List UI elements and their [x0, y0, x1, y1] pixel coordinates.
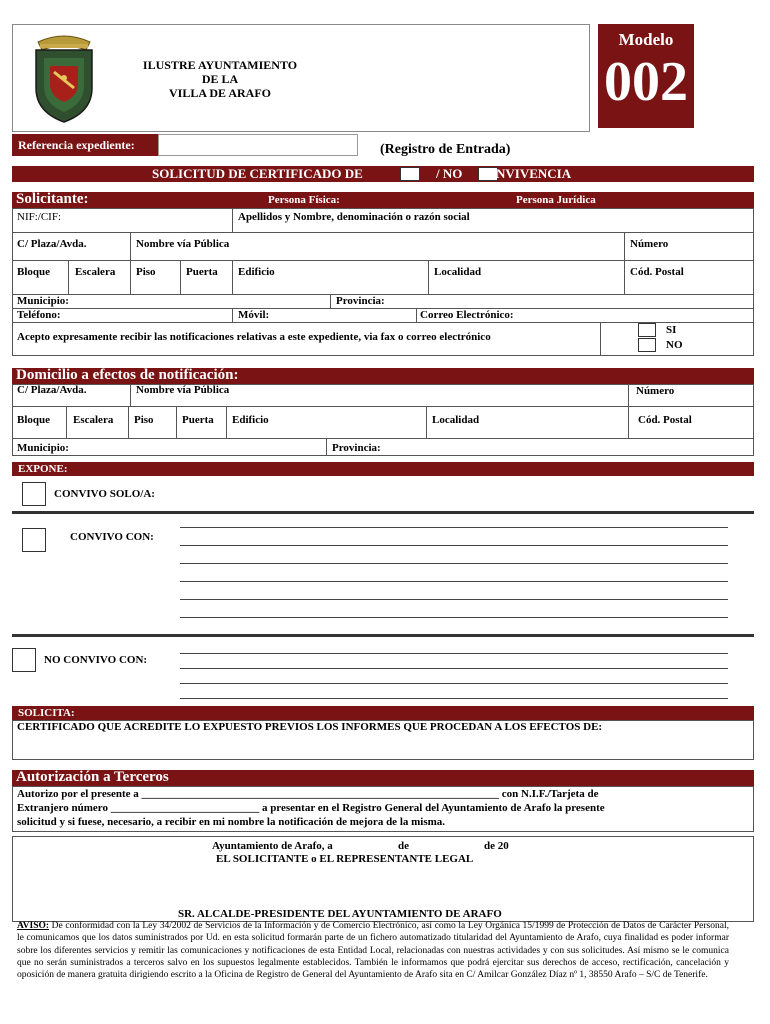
no-convivo-line-2[interactable] — [180, 668, 728, 669]
acepto-si-checkbox[interactable] — [638, 323, 656, 337]
numero-label: Número — [630, 238, 669, 250]
autorizacion-line1: Autorizo por el presente a _________________________________________________________________ con N.I.F./Tarjeta de — [17, 788, 599, 800]
convivo-con-line-1[interactable] — [180, 527, 728, 528]
dom-provincia-label: Provincia: — [332, 442, 381, 454]
dom-edificio-label: Edificio — [232, 414, 269, 426]
cod-postal-label: Cód. Postal — [630, 266, 684, 278]
registro-entrada: (Registro de Entrada) — [380, 142, 511, 157]
plaza-label: C/ Plaza/Avda. — [17, 238, 87, 250]
autorizacion-line3: solicitud y si fuese, necesario, a recibir en mi nombre la notificación de mejora de la misma. — [17, 816, 446, 828]
no-convivo-line-1[interactable] — [180, 653, 728, 654]
convivencia-checkbox[interactable] — [400, 167, 420, 181]
convivo-con-line-6[interactable] — [180, 617, 728, 618]
convivo-solo-label: CONVIVO SOLO/A: — [54, 488, 155, 500]
dom-numero-label: Número — [636, 385, 675, 397]
bloque-label: Bloque — [17, 266, 51, 278]
firma-solicitante: EL SOLICITANTE o EL REPRESENTANTE LEGAL — [216, 853, 474, 865]
solicita-bar: SOLICITA: — [12, 706, 754, 720]
coat-of-arms-logo — [30, 28, 98, 124]
persona-fisica-label: Persona Física: — [268, 194, 340, 206]
no-convivo-line-3[interactable] — [180, 683, 728, 684]
title-right: NVIVENCIA — [496, 166, 572, 181]
convivo-con-line-3[interactable] — [180, 563, 728, 564]
firma-lugar: Ayuntamiento de Arafo, a — [212, 840, 333, 852]
firma-de20: de 20 — [484, 840, 509, 852]
section-divider — [12, 511, 754, 514]
modelo-label: Modelo — [618, 30, 674, 49]
form-title-bar — [12, 166, 754, 182]
org-line2: DE LA — [201, 72, 239, 86]
nif-label: NIF:/CIF: — [17, 211, 62, 223]
persona-juridica-label: Persona Jurídica — [516, 194, 596, 206]
autorizacion-title: Autorización a Terceros — [16, 769, 169, 785]
firma-alcalde: SR. ALCALDE-PRESIDENTE DEL AYUNTAMIENTO DE ARAFO — [178, 908, 502, 920]
org-line3: VILLA DE ARAFO — [168, 86, 272, 100]
expone-bar: EXPONE: — [12, 462, 754, 476]
aviso-text — [17, 920, 729, 981]
convivo-solo-checkbox[interactable] — [22, 482, 46, 506]
referencia-field[interactable] — [158, 134, 358, 156]
aviso-body: De conformidad con la Ley 34/2002 de Servicios de la Información y de Comercio Electrónico, así como la Ley Orgánica 15/1999 de Protección de Datos de Carácter Personal, le comunicamos que los datos suministrados por Ud. en esta solicitud formarán parte de un fichero automatizado titularidad del Ayuntamiento de Arafo, cuya finalidad es poder informar sobre los diferentes servicios y remitir las comunicaciones y notificaciones de esta Entidad Local, relacionadas con nuestras actividades y con sus solicitudes. Así mismo se le comunica que no serán suministrados a terceros salvo en los supuestos legalmente establecidos. También le informamos que podrá ejercitar sus derechos de acceso, rectificación, cancelación y oposición de manera gratuita dirigiendo escrito a la Oficina de Registro de General del Ayuntamiento de Arafo sita en C/ Amilcar González Díaz nº 1, 38550 Arafo – S/C de Tenerife. — [17, 921, 729, 981]
convivo-con-line-2[interactable] — [180, 545, 728, 546]
domicilio-title: Domicilio a efectos de notificación: — [16, 367, 239, 383]
solicitante-title: Solicitante: — [16, 191, 89, 207]
municipio-label: Municipio: — [17, 295, 69, 307]
via-label: Nombre vía Pública — [136, 238, 230, 250]
solicita-text: CERTIFICADO QUE ACREDITE LO EXPUESTO PREVIOS LOS INFORMES QUE PROCEDAN A LOS EFECTOS DE: — [17, 721, 603, 733]
referencia-label: Referencia expediente: — [12, 134, 158, 156]
dom-piso-label: Piso — [134, 414, 154, 426]
title-left: SOLICITUD DE CERTIFICADO DE — [152, 166, 363, 181]
provincia-label: Provincia: — [336, 295, 385, 307]
title-mid: / NO — [436, 166, 463, 181]
convivo-con-checkbox[interactable] — [22, 528, 46, 552]
firma-de1: de — [398, 840, 409, 852]
solicitante-bar — [12, 192, 754, 208]
dom-cod-postal-label: Cód. Postal — [638, 414, 692, 426]
no-convivo-con-label: NO CONVIVO CON: — [44, 654, 148, 666]
dom-plaza-label: C/ Plaza/Avda. — [17, 384, 87, 396]
apellidos-label: Apellidos y Nombre, denominación o razón social — [238, 211, 470, 223]
dom-escalera-label: Escalera — [73, 414, 114, 426]
no-label: NO — [666, 339, 683, 351]
telefono-label: Teléfono: — [17, 309, 61, 321]
localidad-label: Localidad — [434, 266, 482, 278]
org-line1: ILUSTRE AYUNTAMIENTO — [142, 58, 298, 72]
convivo-con-line-5[interactable] — [180, 599, 728, 600]
dom-municipio-label: Municipio: — [17, 442, 69, 454]
aviso-label: AVISO: — [17, 921, 50, 931]
no-convivo-line-4[interactable] — [180, 698, 728, 699]
dom-via-label: Nombre vía Pública — [136, 384, 230, 396]
no-convivo-con-checkbox[interactable] — [12, 648, 36, 672]
escalera-label: Escalera — [75, 266, 116, 278]
correo-label: Correo Electrónico: — [420, 309, 514, 321]
convivo-con-label: CONVIVO CON: — [70, 531, 154, 543]
dom-bloque-label: Bloque — [17, 414, 51, 426]
acepto-no-checkbox[interactable] — [638, 338, 656, 352]
dom-puerta-label: Puerta — [182, 414, 214, 426]
convivo-con-line-4[interactable] — [180, 581, 728, 582]
no-convivencia-checkbox[interactable] — [478, 167, 498, 181]
si-label: SI — [666, 324, 677, 336]
section-divider — [12, 634, 754, 637]
movil-label: Móvil: — [238, 309, 270, 321]
acepto-notificaciones: Acepto expresamente recibir las notificaciones relativas a este expediente, via fax o correo electrónico — [17, 331, 491, 343]
modelo-number: 002 — [604, 51, 688, 113]
modelo-box — [598, 24, 694, 128]
dom-localidad-label: Localidad — [432, 414, 480, 426]
edificio-label: Edificio — [238, 266, 275, 278]
piso-label: Piso — [136, 266, 156, 278]
org-name — [120, 58, 320, 100]
puerta-label: Puerta — [186, 266, 218, 278]
autorizacion-line2: Extranjero número ___________________________ a presentar en el Registro General del Ayuntamiento de Arafo la presente — [17, 802, 605, 814]
